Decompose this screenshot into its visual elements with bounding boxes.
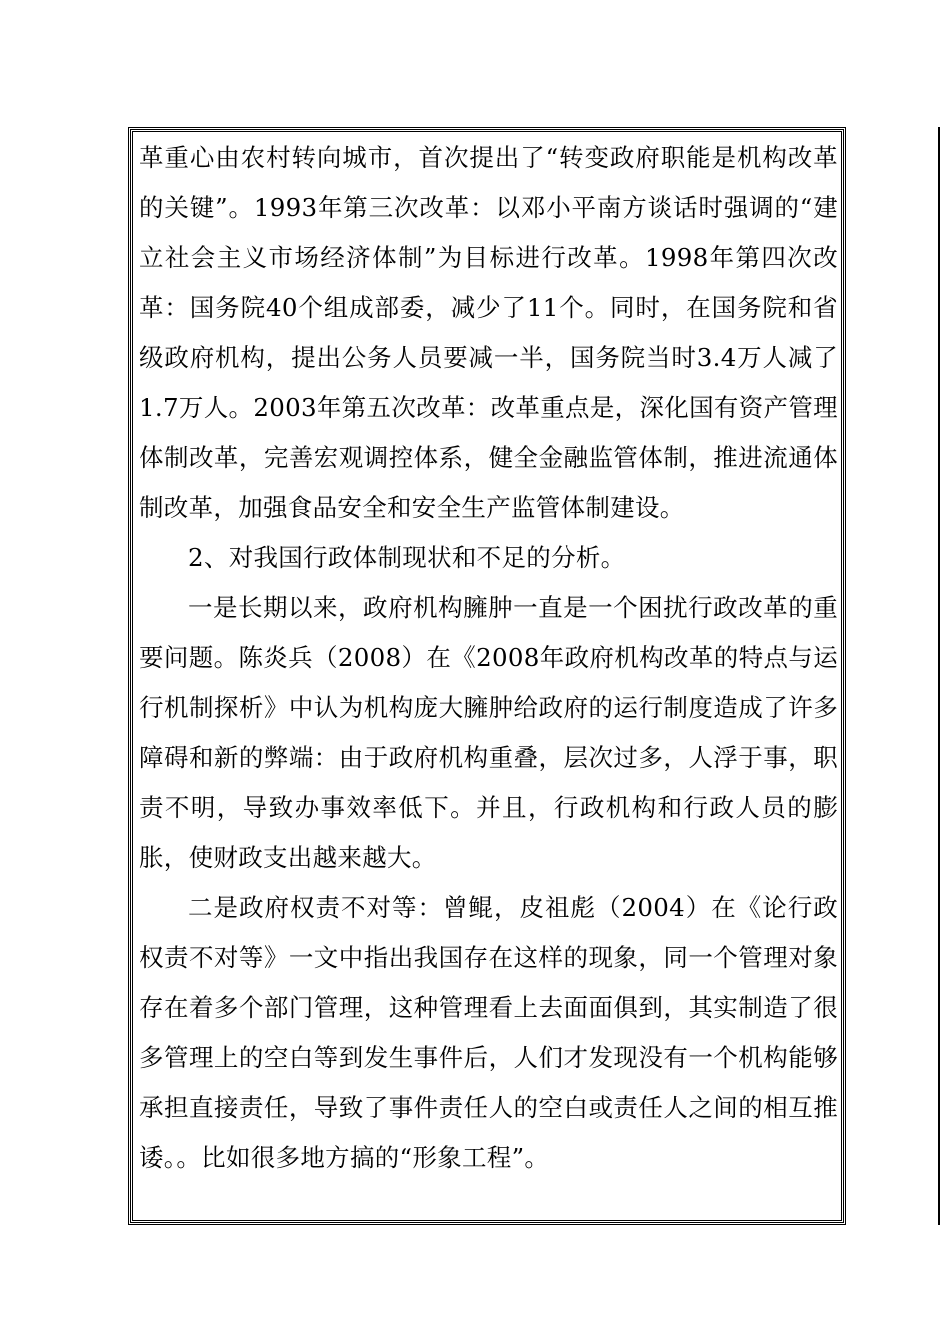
right-margin-rule: [938, 127, 940, 1225]
paragraph-reform-history: 革重心由农村转向城市，首次提出了“转变政府职能是机构改革的关键”。1993年第三次改革：以邓小平南方谈话时强调的“建立社会主义市场经济体制”为目标进行改革。1998年第四次改革：国务院40个组成部委，减少了11个。同时，在国务院和省级政府机构，提出公务人员要减一半，国务院当时3.4万人减了1.7万人。2003年第五次改革：改革重点是，深化国有资产管理体制改革，完善宏观调控体系，健全金融监管体制，推进流通体制改革，加强食品安全和安全生产监管体制建设。: [139, 143, 838, 522]
section-heading-analysis: 2、对我国行政体制现状和不足的分析。: [188, 543, 626, 572]
paragraph-unequal-powers: 二是政府权责不对等：曾鲲，皮祖彪（2004）在《论行政权责不对等》一文中指出我国存在这样的现象，同一个管理对象存在着多个部门管理，这种管理看上去面面俱到，其实制造了很多管理上的空白等到发生事件后，人们才发现没有一个机构能够承担直接责任，导致了事件责任人的空白或责任人之间的相互推诿。。比如很多地方搞的“形象工程”。: [139, 893, 838, 1172]
paragraph-bloated-institutions: 一是长期以来，政府机构臃肿一直是一个困扰行政改革的重要问题。陈炎兵（2008）在《2008年政府机构改革的特点与运行机制探析》中认为机构庞大臃肿给政府的运行制度造成了许多障碍和新的弊端：由于政府机构重叠，层次过多，人浮于事，职责不明，导致办事效率低下。并且，行政机构和行政人员的膨胀，使财政支出越来越大。: [139, 593, 838, 872]
document-body: [139, 133, 838, 1183]
